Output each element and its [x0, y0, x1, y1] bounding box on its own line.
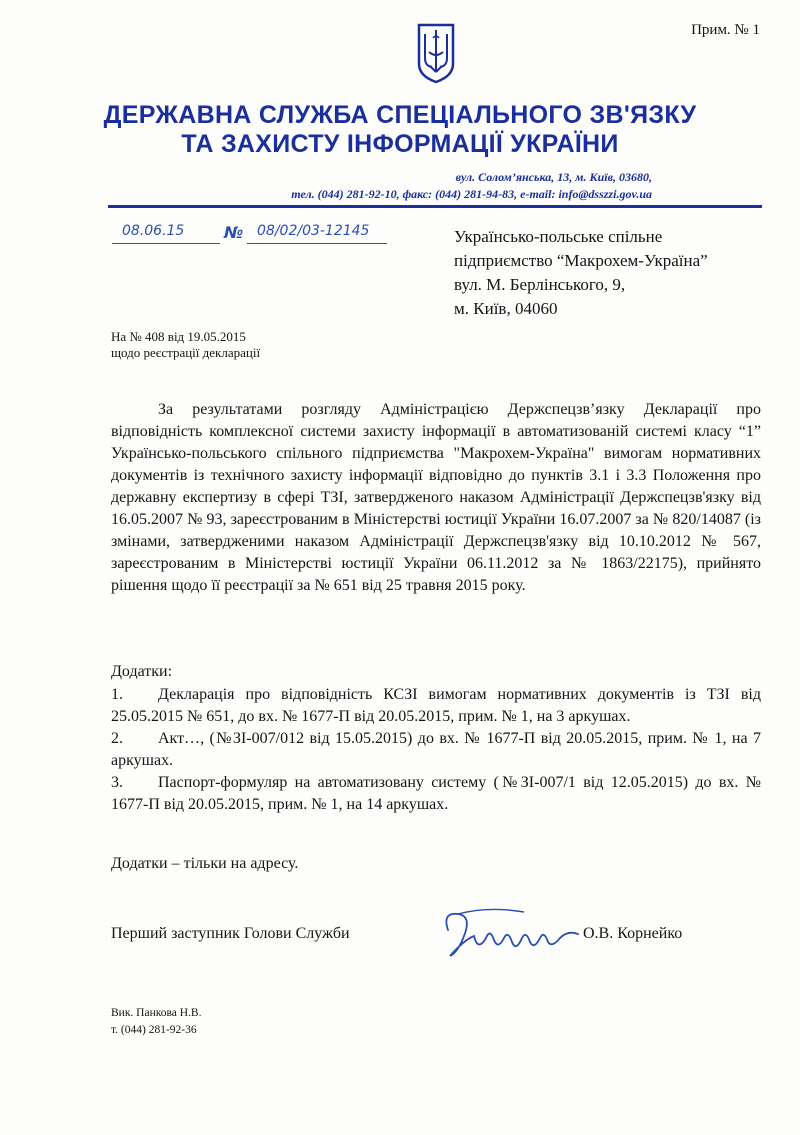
attachment-text: Акт…, (№ЗІ-007/012 від 15.05.2015) до вх. № 1677-П від 20.05.2015, прим. № 1, на 7 аркушах. — [111, 730, 761, 769]
attachment-item — [111, 772, 761, 816]
header-divider — [108, 205, 762, 208]
org-name-line-1: ДЕРЖАВНА СЛУЖБА СПЕЦІАЛЬНОГО ЗВ'ЯЗКУ — [103, 101, 697, 129]
attachment-number: 2. — [111, 730, 123, 747]
registration-number-field — [247, 223, 387, 244]
letter-body: За результатами розгляду Адміністрацією Держспецзв’язку Декларації про відповідність комплексної системи захисту інформації в автоматизованій системі класу “1” Українсько-польського спільного підприємства "Макрохем-Україна" вимогам нормативних документів із технічного захисту інформації відповідно до пунктів 3.1 і 3.3 Положення про державну експертизу в сфері ТЗІ, затвердженого наказом Адміністрації Держспецзв'язку від 16.05.2007 № 93, зареєстрованим в Міністерстві юстиції України 16.07.2007 за № 820/14087 (із змінами, затвердженими наказом Адміністрації Держспецзв'язку від 10.10.2012 № 567, зареєстрованим в Міністерстві юстиції України 06.11.2012 за № 1863/22175), прийнято рішення щодо її реєстрації за № 651 від 25 травня 2015 року. — [111, 401, 761, 594]
attachments-list — [111, 684, 761, 816]
registration-number: 08/02/03-12145 — [257, 223, 370, 239]
attachment-text: Паспорт-формуляр на автоматизовану систему (№ЗІ-007/1 від 12.05.2015) до вх. № 1677-П від 20.05.2015, прим. № 1, на 14 аркушах. — [111, 774, 761, 813]
recipient-line-3: вул. М. Берлінського, 9, — [454, 275, 626, 294]
reference-line-1: На № 408 від 19.05.2015 — [111, 329, 246, 344]
reference-block — [111, 329, 260, 361]
signer-name: О.В. Корнейко — [583, 925, 683, 942]
attachment-number: 1. — [111, 686, 123, 703]
handwritten-signature — [428, 900, 588, 970]
signer-position: Перший заступник Голови Служби — [111, 925, 350, 942]
trident-coat-of-arms-icon — [416, 22, 456, 84]
recipient-line-2: підприємство “Макрохем-Україна” — [454, 251, 708, 270]
org-contacts: тел. (044) 281-92-10, факс: (044) 281-94-83, e-mail: info@dsszzi.gov.ua — [291, 187, 652, 201]
registration-date: 08.06.15 — [122, 223, 185, 239]
copy-number-note: Прим. № 1 — [691, 22, 760, 38]
executor-name: Вик. Панкова Н.В. — [111, 1007, 202, 1019]
org-name-line-2: ТА ЗАХИСТУ ІНФОРМАЦІЇ УКРАЇНИ — [181, 130, 619, 158]
org-address: вул. Солом’янська, 13, м. Київ, 03680, — [455, 170, 652, 184]
attachment-item — [111, 728, 761, 772]
executor-block — [111, 1005, 201, 1039]
registration-date-field — [112, 223, 220, 244]
registration-number-sign: № — [224, 223, 244, 242]
reference-line-2: щодо реєстрації декларації — [111, 345, 261, 360]
attachment-text: Декларація про відповідність КСЗІ вимогам нормативних документів із ТЗІ від 25.05.2015 № 651, до вх. № 1677-П від 20.05.2015, прим. № 1, на 3 аркушах. — [111, 686, 761, 725]
attachments-note: Додатки – тільки на адресу. — [111, 855, 299, 872]
attachment-number: 3. — [111, 774, 123, 791]
attachments-title: Додатки: — [111, 663, 173, 680]
recipient-block — [454, 225, 708, 321]
attachment-item — [111, 684, 761, 728]
executor-phone: т. (044) 281-92-36 — [111, 1024, 197, 1036]
recipient-line-1: Українсько-польське спільне — [454, 227, 663, 246]
recipient-line-4: м. Київ, 04060 — [454, 299, 558, 318]
